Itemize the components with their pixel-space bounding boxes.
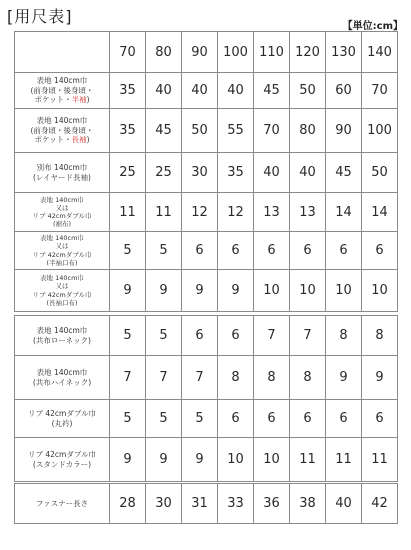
value-cell: 45 xyxy=(326,153,362,193)
value-cell: 6 xyxy=(362,400,398,438)
value-cell: 7 xyxy=(290,316,326,356)
value-cell: 40 xyxy=(326,484,362,524)
row-label-line: (前身頃・後身頃・ xyxy=(30,85,94,95)
value-cell: 9 xyxy=(110,438,146,482)
value-cell: 7 xyxy=(254,316,290,356)
table-row xyxy=(15,270,398,312)
value-cell: 6 xyxy=(254,400,290,438)
row-label-line: 表地 140cm巾 xyxy=(40,274,84,283)
table-row xyxy=(15,153,398,193)
value-cell: 9 xyxy=(326,356,362,400)
header-corner xyxy=(15,32,110,73)
value-cell: 9 xyxy=(182,438,218,482)
value-cell: 6 xyxy=(218,232,254,270)
value-cell: 100 xyxy=(362,109,398,153)
row-label-line xyxy=(15,135,109,144)
value-cell: 33 xyxy=(218,484,254,524)
value-cell: 13 xyxy=(254,193,290,232)
value-cell: 40 xyxy=(290,153,326,193)
unit-label: 【単位:cm】 xyxy=(342,21,403,32)
value-cell: 42 xyxy=(362,484,398,524)
value-cell: 40 xyxy=(182,73,218,109)
value-cell: 6 xyxy=(362,232,398,270)
value-cell: 35 xyxy=(110,109,146,153)
size-header: 70 xyxy=(110,32,146,73)
value-cell: 8 xyxy=(218,356,254,400)
value-cell: 6 xyxy=(326,232,362,270)
value-cell: 6 xyxy=(182,232,218,270)
value-cell: 5 xyxy=(146,316,182,356)
table-row xyxy=(15,438,398,482)
row-label xyxy=(15,232,110,270)
value-cell: 8 xyxy=(326,316,362,356)
value-cell: 11 xyxy=(326,438,362,482)
value-cell: 25 xyxy=(110,153,146,193)
value-cell: 35 xyxy=(110,73,146,109)
label-text: ポケット・ xyxy=(34,135,72,145)
value-cell: 5 xyxy=(146,400,182,438)
value-cell: 36 xyxy=(254,484,290,524)
value-cell: 13 xyxy=(290,193,326,232)
row-label-line: (スタンドカラー) xyxy=(32,459,92,469)
value-cell: 11 xyxy=(290,438,326,482)
row-label xyxy=(15,438,110,482)
row-label xyxy=(15,484,110,524)
value-cell: 6 xyxy=(290,232,326,270)
value-cell: 5 xyxy=(110,232,146,270)
table-row xyxy=(15,316,398,356)
table-row xyxy=(15,73,398,109)
row-label-line xyxy=(15,95,109,104)
value-cell: 45 xyxy=(146,109,182,153)
neck-fabric-table xyxy=(14,315,398,482)
value-cell: 14 xyxy=(362,193,398,232)
value-cell: 10 xyxy=(254,270,290,312)
value-cell: 9 xyxy=(146,270,182,312)
row-label-line: 又は xyxy=(55,242,69,251)
table-row xyxy=(15,193,398,232)
value-cell: 60 xyxy=(326,73,362,109)
value-cell: 35 xyxy=(218,153,254,193)
value-cell: 10 xyxy=(218,438,254,482)
size-header: 120 xyxy=(290,32,326,73)
size-header: 110 xyxy=(254,32,290,73)
row-label-line: 又は xyxy=(55,203,69,212)
value-cell: 7 xyxy=(110,356,146,400)
value-cell: 30 xyxy=(146,484,182,524)
row-label xyxy=(15,153,110,193)
table-row xyxy=(15,356,398,400)
value-cell: 6 xyxy=(218,316,254,356)
label-highlight: 半袖 xyxy=(71,95,87,105)
row-label xyxy=(15,316,110,356)
row-label-line: 又は xyxy=(55,282,69,291)
row-label-line: ファスナー長さ xyxy=(35,498,89,508)
size-header: 90 xyxy=(182,32,218,73)
value-cell: 6 xyxy=(254,232,290,270)
row-label-line: 表地 140cm巾 xyxy=(36,368,88,378)
row-label-line: リブ 42cmダブル巾 xyxy=(32,290,92,299)
value-cell: 6 xyxy=(182,316,218,356)
size-header: 100 xyxy=(218,32,254,73)
value-cell: 11 xyxy=(146,193,182,232)
value-cell: 25 xyxy=(146,153,182,193)
row-label-line: (裾布) xyxy=(52,220,72,229)
zipper-length-table xyxy=(14,483,398,524)
value-cell: 5 xyxy=(110,316,146,356)
row-label xyxy=(15,193,110,232)
value-cell: 6 xyxy=(290,400,326,438)
row-label-line: (半袖口布) xyxy=(46,258,78,267)
row-label-line: リブ 42cmダブル巾 xyxy=(32,212,92,220)
table-row xyxy=(15,232,398,270)
value-cell: 40 xyxy=(146,73,182,109)
value-cell: 9 xyxy=(362,356,398,400)
value-cell: 40 xyxy=(254,153,290,193)
row-label-line: リブ 42cmダブル巾 xyxy=(27,450,97,460)
value-cell: 7 xyxy=(182,356,218,400)
label-text: ポケット・ xyxy=(34,95,72,105)
value-cell: 11 xyxy=(362,438,398,482)
row-label xyxy=(15,270,110,312)
row-label-line: 表地 140cm巾 xyxy=(36,326,88,336)
value-cell: 38 xyxy=(290,484,326,524)
row-label xyxy=(15,356,110,400)
row-label-line: 表地 140cm巾 xyxy=(36,116,88,126)
value-cell: 45 xyxy=(254,73,290,109)
row-label-line: (長袖口布) xyxy=(46,298,78,307)
label-text: ) xyxy=(86,135,90,145)
value-cell: 70 xyxy=(254,109,290,153)
value-cell: 11 xyxy=(110,193,146,232)
value-cell: 10 xyxy=(254,438,290,482)
value-cell: 90 xyxy=(326,109,362,153)
value-cell: 5 xyxy=(110,400,146,438)
value-cell: 12 xyxy=(218,193,254,232)
value-cell: 5 xyxy=(182,400,218,438)
value-cell: 9 xyxy=(146,438,182,482)
row-label-line: (共布ローネック) xyxy=(33,335,91,345)
value-cell: 8 xyxy=(254,356,290,400)
value-cell: 50 xyxy=(182,109,218,153)
value-cell: 30 xyxy=(182,153,218,193)
value-cell: 8 xyxy=(290,356,326,400)
size-header-row xyxy=(15,32,398,73)
value-cell: 5 xyxy=(146,232,182,270)
value-cell: 6 xyxy=(218,400,254,438)
row-label xyxy=(15,109,110,153)
value-cell: 50 xyxy=(362,153,398,193)
row-label xyxy=(15,400,110,438)
value-cell: 80 xyxy=(290,109,326,153)
value-cell: 9 xyxy=(218,270,254,312)
size-header: 140 xyxy=(362,32,398,73)
label-text: ) xyxy=(86,95,90,105)
value-cell: 12 xyxy=(182,193,218,232)
value-cell: 14 xyxy=(326,193,362,232)
row-label-line: 表地 140cm巾 xyxy=(36,76,88,86)
row-label-line: リブ 42cmダブル巾 xyxy=(27,409,97,419)
value-cell: 40 xyxy=(218,73,254,109)
value-cell: 6 xyxy=(326,400,362,438)
row-label-line: リブ 42cmダブル巾 xyxy=(32,250,92,259)
value-cell: 10 xyxy=(362,270,398,312)
value-cell: 50 xyxy=(290,73,326,109)
table-row xyxy=(15,109,398,153)
value-cell: 10 xyxy=(290,270,326,312)
row-label-line: (前身頃・後身頃・ xyxy=(30,125,94,135)
row-label-line: (共布ハイネック) xyxy=(32,377,92,387)
row-label-line: 別布 140cm巾 xyxy=(36,163,88,173)
row-label-line: (丸衿) xyxy=(51,418,73,428)
row-label-line: (レイヤード長袖) xyxy=(33,172,91,182)
value-cell: 55 xyxy=(218,109,254,153)
row-label xyxy=(15,73,110,109)
value-cell: 9 xyxy=(182,270,218,312)
value-cell: 70 xyxy=(362,73,398,109)
value-cell: 7 xyxy=(146,356,182,400)
label-highlight: 長袖 xyxy=(71,135,87,145)
value-cell: 9 xyxy=(110,270,146,312)
size-header: 80 xyxy=(146,32,182,73)
table-row xyxy=(15,400,398,438)
row-label-line: 表地 140cm巾 xyxy=(40,195,84,204)
row-label-line: 表地 140cm巾 xyxy=(40,234,84,243)
table-row xyxy=(15,484,398,524)
value-cell: 28 xyxy=(110,484,146,524)
value-cell: 10 xyxy=(326,270,362,312)
size-header: 130 xyxy=(326,32,362,73)
value-cell: 31 xyxy=(182,484,218,524)
page-title: [用尺表] xyxy=(7,7,73,26)
fabric-requirements-table xyxy=(14,31,398,312)
value-cell: 8 xyxy=(362,316,398,356)
